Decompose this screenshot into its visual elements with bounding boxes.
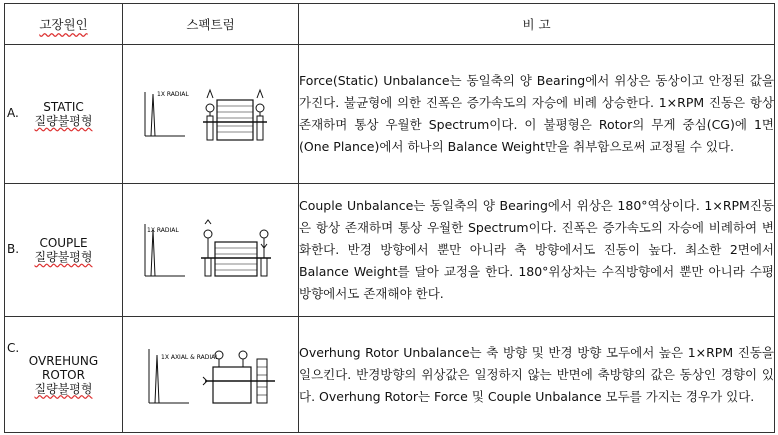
table-row	[5, 45, 775, 184]
rotor-couple-diagram	[201, 220, 271, 276]
remark-text: Overhung Rotor Unbalance는 축 방향 및 반경 방향 모두에서 높은 1×RPM 진동을 일으킨다. 반경방향의 위상값은 일정하지 않는 반면에 축방향의 값은 동상인 경향이 있다. Overhung Rotor는 Force 및 Couple Unbalance 모두를 가지는 경우가 있다.	[299, 344, 774, 404]
cause-name: OVREHUNG ROTOR	[28, 353, 99, 382]
header-row	[5, 4, 775, 45]
spectrum-plot	[149, 349, 219, 403]
remark-cell	[299, 184, 775, 317]
cause-type: 질량불평형	[34, 114, 93, 128]
table-row	[5, 184, 775, 317]
row-letter: B.	[7, 242, 20, 256]
remark-text: Force(Static) Unbalance는 동일축의 양 Bearing에서 위상은 동상이고 안정된 값을 가진다. 불균형에 의한 진폭은 증가속도의 자승에 비례 상승한다. 1×RPM 진동은 항상 존재하며 통상 우월한 Spectrum이다. 이 불평형은 Rotor의 무게 중심(CG)에 1면(One Plance)에서 하나의 Balance Weight만을 취부함으로써 교정될 수 있다.	[299, 73, 774, 154]
header-cause: 고장원인	[5, 4, 123, 45]
cause-type: 질량불평형	[34, 381, 93, 396]
cause-name: STATIC	[43, 100, 84, 114]
spectrum-label: 1X RADIAL	[146, 227, 179, 234]
fault-table	[4, 3, 775, 433]
spectrum-plot	[145, 224, 185, 276]
remark-cell	[299, 45, 775, 184]
cause-cell	[5, 184, 123, 317]
spectrum-label: 1X AXIAL & RADIAL	[160, 353, 219, 361]
header-spectrum: 스펙트럼	[123, 4, 299, 45]
spectrum-diagram	[141, 86, 281, 142]
remark-cell	[299, 317, 775, 433]
spectrum-plot	[145, 91, 189, 136]
cause-name: COUPLE	[39, 236, 88, 250]
rotor-static-diagram	[203, 90, 267, 140]
header-remarks: 비 고	[299, 4, 775, 45]
table-row	[5, 317, 775, 433]
row-letter: C.	[7, 341, 20, 355]
row-letter: A.	[7, 106, 19, 120]
spectrum-cell	[123, 45, 299, 184]
remark-text: Couple Unbalance는 동일축의 양 Bearing에서 위상은 180°역상이다. 1×RPM진동은 항상 존재하며 통상 우월한 Spectrum이다. 진폭은 증가속도의 자승에 비례하여 변화한다. 반경 방향에서 뿐만 아니라 축 방향에서도 진동이 높다. 최소한 2면에서 Balance Weight를 달아 교정을 한다. 180°위상차는 수직방향에서 뿐만 아니라 수평방향에서도 존재해야 한다.	[299, 198, 774, 301]
spectrum-cell	[123, 317, 299, 433]
spectrum-label: 1X RADIAL	[156, 91, 189, 98]
cause-cell	[5, 317, 123, 433]
spectrum-cell	[123, 184, 299, 317]
spectrum-diagram	[141, 341, 281, 409]
spectrum-diagram	[141, 218, 281, 282]
cause-type: 질량불평형	[34, 250, 93, 264]
cause-cell	[5, 45, 123, 184]
